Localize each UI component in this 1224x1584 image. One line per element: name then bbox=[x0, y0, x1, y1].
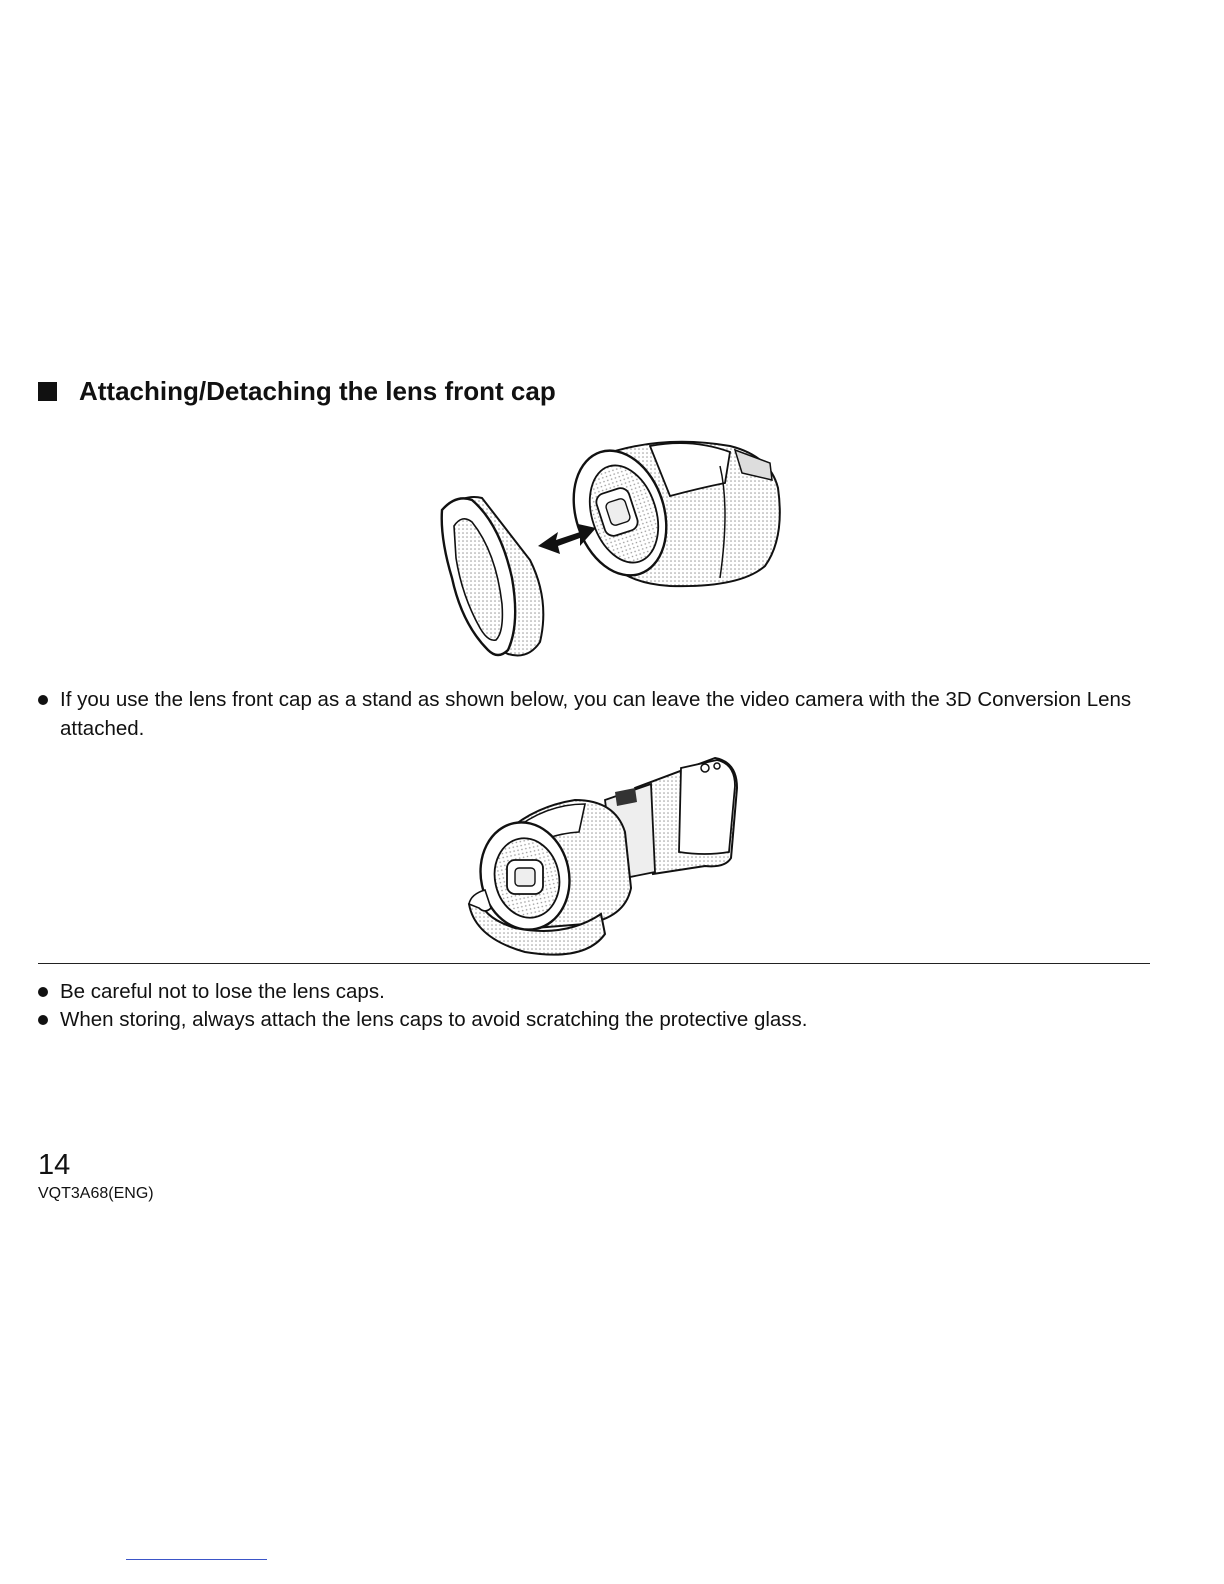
section-heading bbox=[38, 372, 556, 410]
section-divider bbox=[38, 963, 1150, 964]
bullet-icon bbox=[38, 695, 48, 705]
camera-on-cap-stand-illustration bbox=[455, 748, 755, 960]
bullet-icon bbox=[38, 987, 48, 997]
footnote-separator bbox=[126, 1559, 267, 1560]
lens-cap-attach-illustration bbox=[430, 428, 790, 663]
note-item bbox=[38, 685, 1198, 743]
section-title: Attaching/Detaching the lens front cap bbox=[79, 376, 556, 406]
caution-text: When storing, always attach the lens caps to avoid scratching the protective glass. bbox=[60, 1008, 808, 1031]
caution-item bbox=[38, 1005, 1148, 1034]
note-text: If you use the lens front cap as a stand as shown below, you can leave the video camera with the 3D Conversion Lens attached. bbox=[60, 688, 1132, 740]
caution-item bbox=[38, 977, 1148, 1006]
section-marker-icon bbox=[38, 382, 57, 401]
bullet-icon bbox=[38, 1015, 48, 1025]
caution-text: Be careful not to lose the lens caps. bbox=[60, 980, 385, 1003]
page-number: 14 bbox=[38, 1149, 71, 1181]
document-code: VQT3A68(ENG) bbox=[38, 1185, 154, 1202]
